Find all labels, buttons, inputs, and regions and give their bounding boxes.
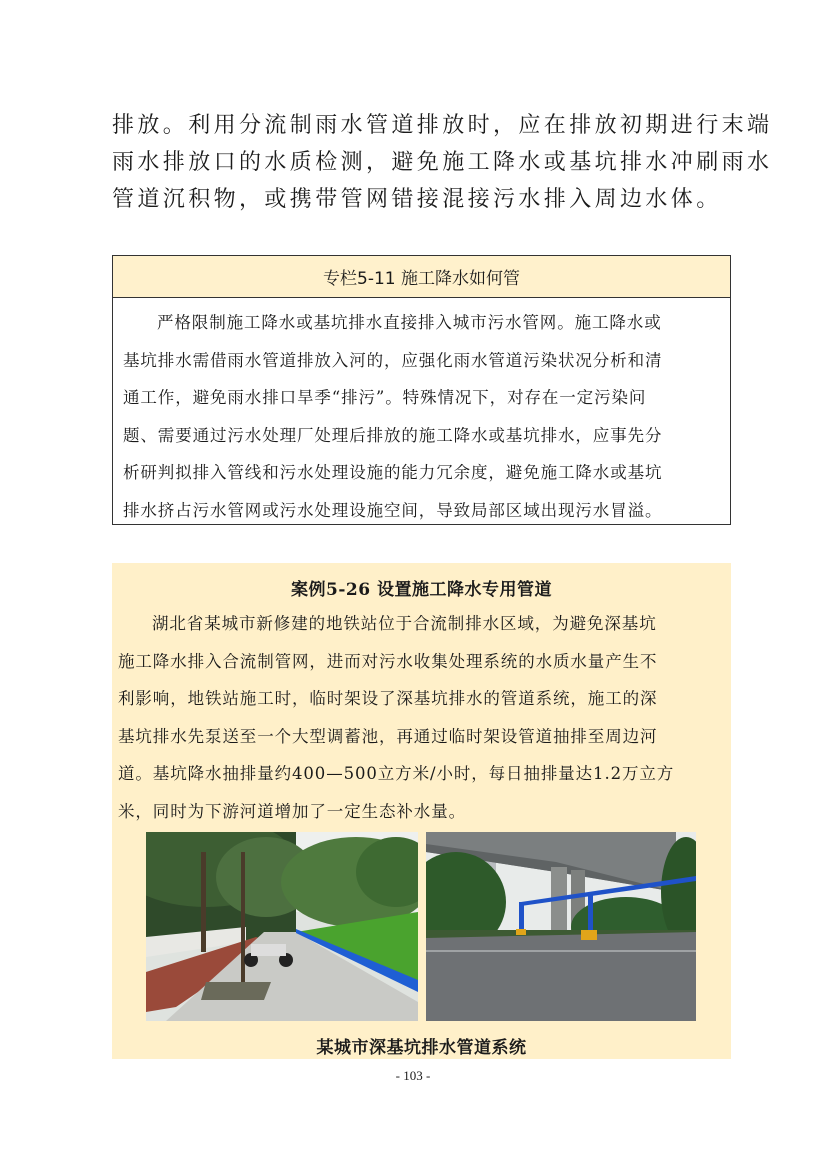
text-line: 严格限制施工降水或基坑排水直接排入城市污水管网。施工降水或: [157, 313, 662, 332]
viaduct-pipe-photo: [426, 832, 696, 1021]
column-box-title: 专栏5-11 施工降水如何管: [113, 256, 730, 298]
text-line: 米，同时为下游河道增加了一定生态补水量。: [118, 801, 466, 821]
case-box: [112, 563, 731, 1059]
text-line: 析研判拟排入管线和污水处理设施的能力冗余度，避免施工降水或基坑: [123, 463, 663, 482]
intro-paragraph: [112, 107, 773, 218]
text-line: 管道沉积物，或携带管网错接混接污水排入周边水体。: [112, 187, 722, 212]
column-box: [112, 255, 731, 525]
case-box-body: [118, 605, 728, 830]
text-line: 湖北省某城市新修建的地铁站位于合流制排水区域，为避免深基坑: [152, 614, 657, 633]
text-line: 通工作，避免雨水排口旱季“排污”。特殊情况下，对存在一定污染问: [123, 388, 647, 407]
text-line: 雨水排放口的水质检测，避免施工降水或基坑排水冲刷雨水: [112, 150, 773, 175]
case-box-title: 案例5-26 设置施工降水专用管道: [291, 580, 552, 600]
text-line: 排放。利用分流制雨水管道排放时，应在排放初期进行末端: [112, 113, 773, 138]
text-line: 排水挤占污水管网或污水处理设施空间，导致局部区域出现污水冒溢。: [123, 500, 663, 520]
text-line: 利影响，地铁站施工时，临时架设了深基坑排水的管道系统，施工的深: [118, 689, 658, 708]
text-line: 施工降水排入合流制管网，进而对污水收集处理系统的水质水量产生不: [118, 651, 658, 671]
column-box-body: [113, 298, 730, 529]
text-line: 道。基坑降水抽排量约400—500立方米/小时，每日抽排量达1.2万立方: [118, 764, 675, 783]
text-line: 基坑排水先泵送至一个大型调蓄池，再通过临时架设管道抽排至周边河: [118, 726, 658, 746]
page-number: - 103 -: [395, 1068, 431, 1083]
text-line: 题、需要通过污水处理厂处理后排放的施工降水或基坑排水，应事先分: [123, 425, 663, 445]
text-line: 基坑排水需借雨水管道排放入河的，应强化雨水管道污染状况分析和清: [123, 350, 663, 370]
photo-caption: 某城市深基坑排水管道系统: [316, 1038, 527, 1058]
sidewalk-pipe-photo: [146, 832, 418, 1021]
